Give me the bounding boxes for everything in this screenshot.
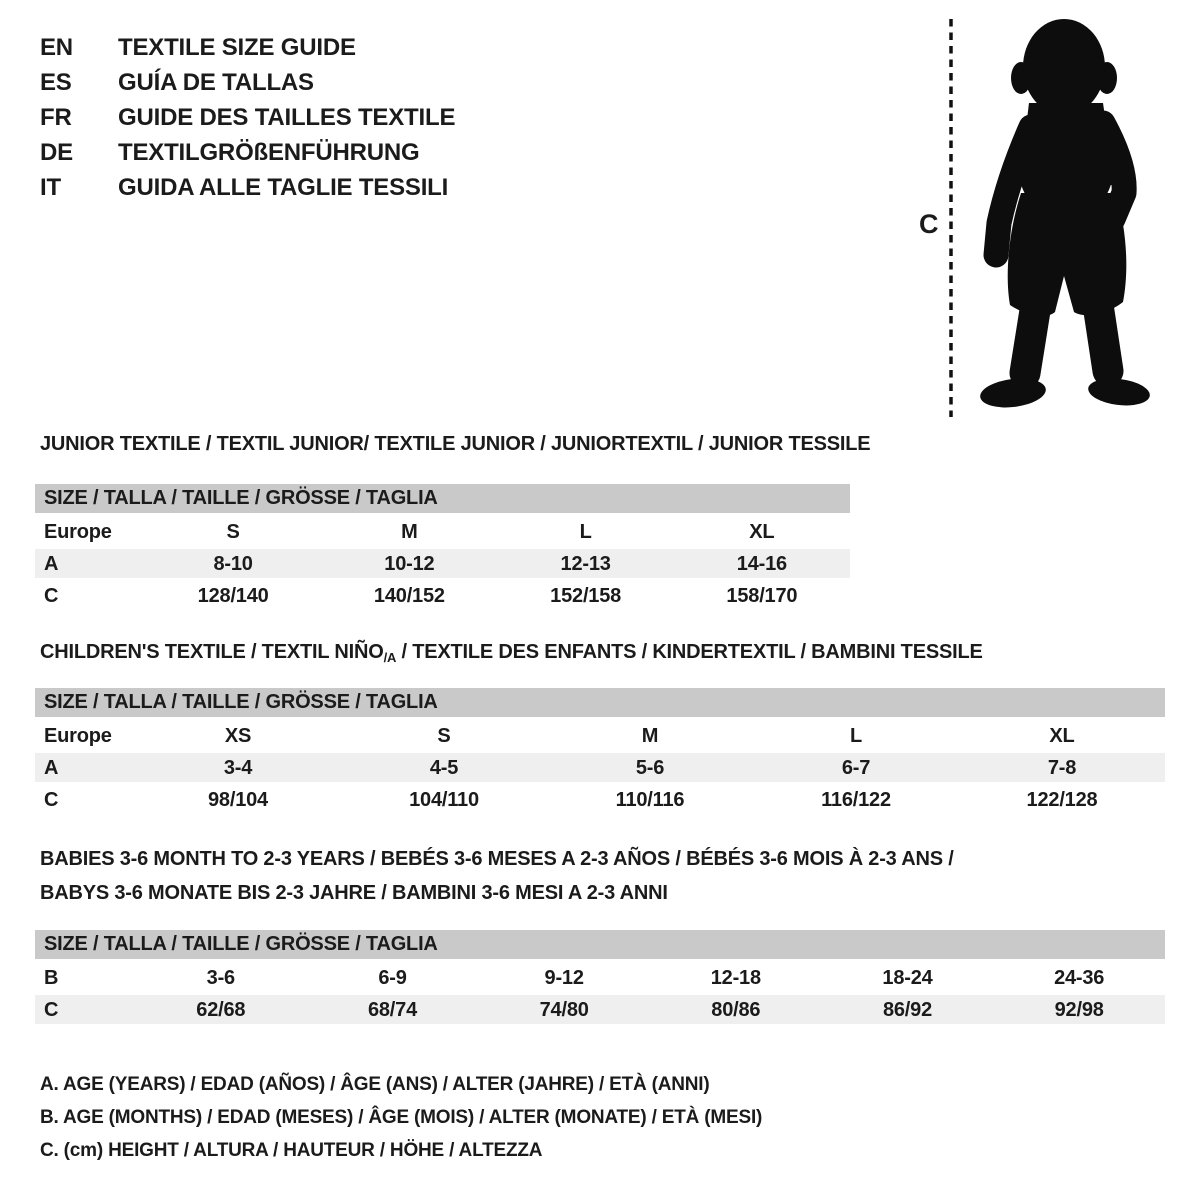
junior-size-band: SIZE / TALLA / TAILLE / GRÖSSE / TAGLIA (35, 484, 850, 513)
cell: 68/74 (367, 999, 418, 1021)
cell: 6-9 (378, 967, 407, 989)
cell: 5-6 (635, 757, 665, 779)
children-row-height (35, 785, 1165, 814)
cell: 6-7 (841, 757, 871, 779)
cell: 62/68 (196, 999, 246, 1021)
cell: 128/140 (197, 585, 269, 607)
row-label: C (44, 585, 59, 607)
col-size: S (226, 521, 240, 543)
cell: 7-8 (1047, 757, 1077, 779)
lang-code: EN (40, 34, 73, 61)
cell: 80/86 (711, 999, 761, 1021)
row-label: C (44, 789, 59, 811)
row-label: A (44, 757, 59, 779)
babies-section-title-line1: BABIES 3-6 MONTH TO 2-3 YEARS / BEBÉS 3-6 MESES A 2-3 AÑOS / BÉBÉS 3-6 MOIS À 2-3 ANS / (40, 848, 954, 870)
col-size: XL (749, 521, 775, 543)
note-age-years: A. AGE (YEARS) / EDAD (AÑOS) / ÂGE (ANS) / ALTER (JAHRE) / ETÀ (ANNI) (40, 1074, 710, 1095)
cell: 10-12 (384, 553, 435, 575)
language-header (40, 30, 455, 205)
note-age-months: B. AGE (MONTHS) / EDAD (MESES) / ÂGE (MOIS) / ALTER (MONATE) / ETÀ (MESI) (40, 1107, 763, 1128)
lang-label: TEXTILGRÖßENFÜHRUNG (118, 139, 420, 166)
lang-row-de (40, 135, 455, 170)
cell: 4-5 (429, 757, 459, 779)
col-size: L (849, 725, 863, 747)
cell: 152/158 (550, 585, 622, 607)
lang-row-it (40, 170, 455, 205)
cell: 8-10 (213, 553, 253, 575)
cell: 158/170 (726, 585, 798, 607)
junior-size-table (35, 484, 850, 610)
toddler-silhouette (905, 5, 1190, 420)
children-section-title (40, 641, 983, 665)
lang-label: GUÍA DE TALLAS (118, 69, 314, 96)
babies-size-band: SIZE / TALLA / TAILLE / GRÖSSE / TAGLIA (35, 930, 1165, 959)
cell: 104/110 (409, 789, 479, 811)
col-size: M (641, 725, 659, 747)
cell: 3-4 (223, 757, 253, 779)
lang-code: DE (40, 139, 73, 166)
lang-code: FR (40, 104, 72, 131)
lang-label: TEXTILE SIZE GUIDE (118, 34, 356, 61)
children-header-row (35, 721, 1165, 750)
babies-section-title-line2: BABYS 3-6 MONATE BIS 2-3 JAHRE / BAMBINI 3-6 MESI A 2-3 ANNI (40, 882, 668, 904)
height-measure-label: C (919, 209, 939, 239)
lang-code: ES (40, 69, 72, 96)
lang-row-en (40, 30, 455, 65)
legend-notes (40, 1068, 762, 1167)
children-title-suffix: / TEXTILE DES ENFANTS / KINDERTEXTIL / BAMBINI TESSILE (396, 641, 983, 663)
lang-code: IT (40, 174, 61, 201)
row-label: B (44, 967, 59, 989)
children-size-table (35, 688, 1165, 814)
cell: 122/128 (1026, 789, 1098, 811)
lang-row-fr (40, 100, 455, 135)
row-label: C (44, 999, 59, 1021)
children-title-sub: /A (383, 650, 397, 665)
note-height-cm: C. (cm) HEIGHT / ALTURA / HAUTEUR / HÖHE / ALTEZZA (40, 1140, 543, 1161)
cell: 3-6 (206, 967, 235, 989)
babies-row-months (35, 963, 1165, 992)
row-label: A (44, 553, 59, 575)
babies-row-height (35, 995, 1165, 1024)
lang-row-es (40, 65, 455, 100)
cell: 24-36 (1054, 967, 1105, 989)
cell: 140/152 (373, 585, 445, 607)
lang-label: GUIDA ALLE TAGLIE TESSILI (118, 174, 449, 201)
cell: 12-18 (710, 967, 761, 989)
junior-header-row (35, 517, 850, 546)
junior-row-age (35, 549, 850, 578)
junior-section-title: JUNIOR TEXTILE / TEXTIL JUNIOR/ TEXTILE JUNIOR / JUNIORTEXTIL / JUNIOR TESSILE (40, 433, 871, 455)
cell: 98/104 (208, 789, 268, 811)
height-figure (905, 5, 1190, 420)
children-row-age (35, 753, 1165, 782)
cell: 116/122 (821, 789, 891, 811)
cell: 92/98 (1054, 999, 1104, 1021)
cell: 110/116 (615, 789, 685, 811)
cell: 12-13 (560, 553, 611, 575)
col-size: M (401, 521, 418, 543)
col-size: XL (1049, 725, 1075, 747)
col-region: Europe (44, 521, 112, 543)
junior-row-height (35, 581, 850, 610)
children-title-prefix: CHILDREN'S TEXTILE / TEXTIL NIÑO (40, 641, 384, 663)
cell: 86/92 (882, 999, 933, 1021)
cell: 9-12 (544, 967, 584, 989)
toddler-body (979, 19, 1152, 411)
cell: 74/80 (539, 999, 589, 1021)
children-size-band: SIZE / TALLA / TAILLE / GRÖSSE / TAGLIA (35, 688, 1165, 717)
lang-label: GUIDE DES TAILLES TEXTILE (118, 104, 456, 131)
col-size: L (579, 521, 592, 543)
col-region: Europe (44, 725, 112, 747)
cell: 14-16 (736, 553, 787, 575)
babies-size-table (35, 930, 1165, 1024)
col-size: S (437, 725, 451, 747)
cell: 18-24 (882, 967, 933, 989)
col-size: XS (224, 725, 252, 747)
